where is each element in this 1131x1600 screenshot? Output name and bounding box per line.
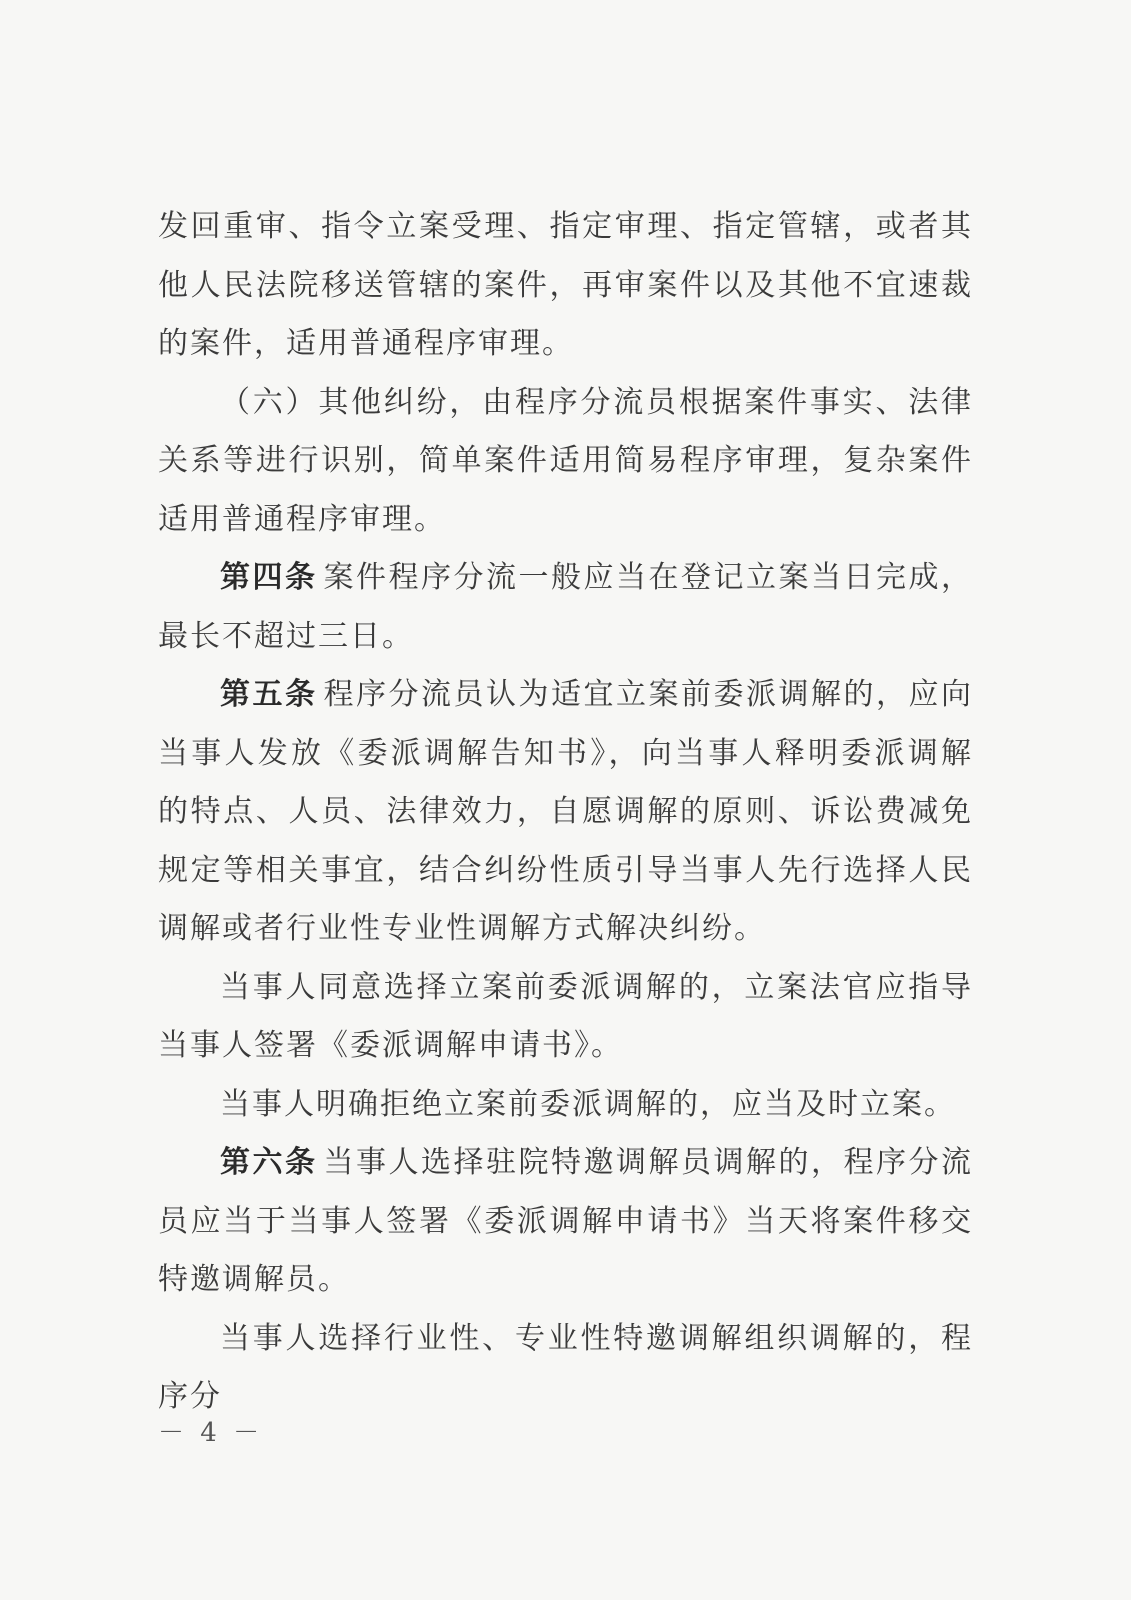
page-number: － 4 － (158, 1418, 264, 1448)
article-label: 第六条 (220, 1145, 318, 1180)
paragraph-text: （六）其他纠纷，由程序分流员根据案件事实、法律关系等进行识别，简单案件适用简易程序审理，复杂案件适用普通程序审理。 (158, 384, 973, 537)
paragraph (158, 959, 973, 1076)
paragraph-text: 当事人选择驻院特邀调解员调解的，程序分流员应当于当事人签署《委派调解申请书》当天将案件移交特邀调解员。 (158, 1145, 973, 1297)
article-label: 第五条 (220, 677, 318, 712)
paragraph (158, 1310, 973, 1427)
paragraph-text: 当事人同意选择立案前委派调解的，立案法官应指导当事人签署《委派调解申请书》。 (158, 969, 973, 1063)
paragraph-text: 程序分流员认为适宜立案前委派调解的，应向当事人发放《委派调解告知书》，向当事人释明委派调解的特点、人员、法律效力，自愿调解的原则、诉讼费减免规定等相关事宜，结合纠纷性质引导当事人先行选择人民调解或者行业性专业性调解方式解决纠纷。 (158, 677, 973, 946)
paragraph-text: 当事人选择行业性、专业性特邀调解组织调解的，程序分 (158, 1320, 973, 1414)
paragraph-text: 案件程序分流一般应当在登记立案当日完成，最长不超过三日。 (158, 560, 973, 654)
article-paragraph (158, 666, 973, 959)
article-label: 第四条 (220, 560, 318, 595)
paragraph-text: 当事人明确拒绝立案前委派调解的，应当及时立案。 (220, 1086, 956, 1122)
article-paragraph (158, 549, 973, 666)
paragraph (158, 1076, 973, 1135)
document-body (158, 198, 973, 1427)
paragraph-text: 发回重审、指令立案受理、指定审理、指定管辖，或者其他人民法院移送管辖的案件，再审案件以及其他不宜速裁的案件，适用普通程序审理。 (158, 209, 973, 361)
article-paragraph (158, 1134, 973, 1310)
paragraph (158, 374, 973, 550)
paragraph (158, 198, 973, 374)
